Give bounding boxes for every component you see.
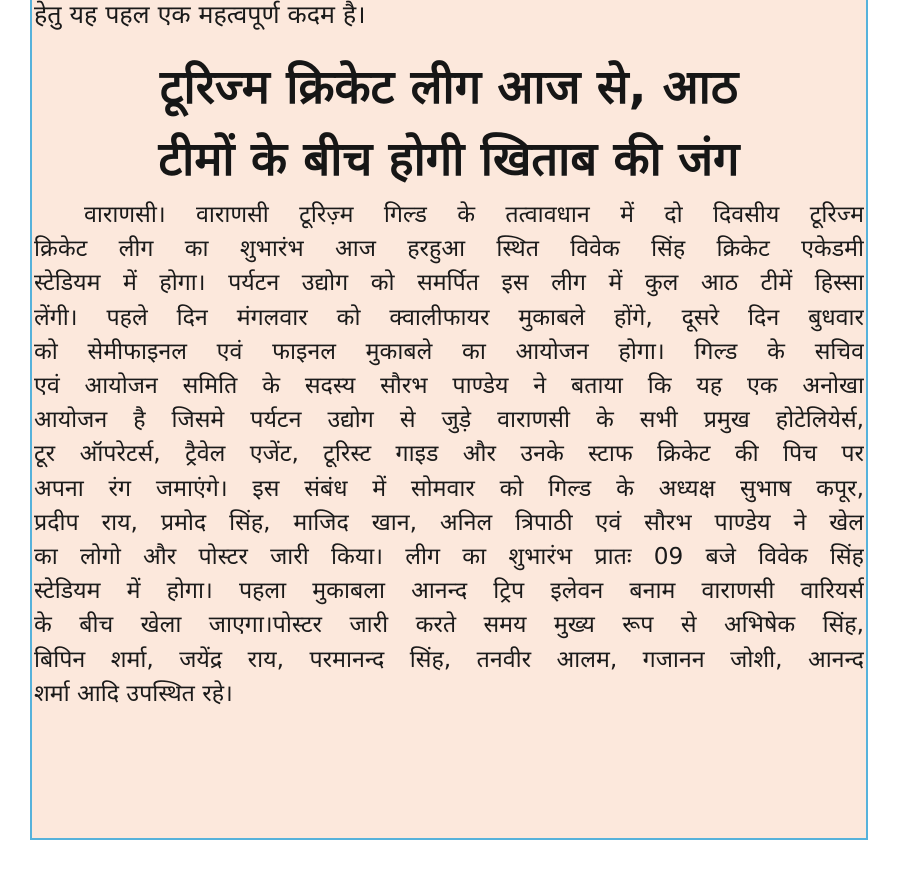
news-clipping	[30, 0, 868, 840]
body-line: बिपिन शर्मा, जयेंद्र राय, परमानन्द सिंह, तनवीर आलम, गजानन जोशी, आनन्द	[34, 645, 864, 673]
body-line: एवं आयोजन समिति के सदस्य सौरभ पाण्डेय ने बताया कि यह एक अनोखा	[34, 372, 864, 400]
headline-line-1: टूरिज्म क्रिकेट लीग आज से, आठ	[159, 60, 739, 115]
article-headline	[32, 52, 866, 196]
body-line: स्टेडियम में होगा। पहला मुकाबला आनन्द ट्रिप इलेवन बनाम वाराणसी वारियर्स	[34, 577, 864, 605]
article-body	[34, 198, 864, 711]
body-line: स्टेडियम में होगा। पर्यटन उद्योग को समर्पित इस लीग में कुल आठ टीमें हिस्सा	[34, 269, 864, 297]
body-line: का लोगो और पोस्टर जारी किया। लीग का शुभारंभ प्रातः 09 बजे विवेक सिंह	[34, 543, 864, 571]
body-line: प्रदीप राय, प्रमोद सिंह, माजिद खान, अनिल त्रिपाठी एवं सौरभ पाण्डेय ने खेल	[34, 508, 864, 536]
body-line: शर्मा आदि उपस्थित रहे।	[34, 679, 233, 707]
body-line: वाराणसी। वाराणसी टूरिज़्म गिल्ड के तत्वावधान में दो दिवसीय टूरिज्म	[84, 201, 864, 228]
body-line: को सेमीफाइनल एवं फाइनल मुकाबले का आयोजन होगा। गिल्ड के सचिव	[34, 337, 864, 365]
body-line: अपना रंग जमाएंगे। इस संबंध में सोमवार को गिल्ड के अध्यक्ष सुभाष कपूर,	[34, 474, 864, 502]
body-line: लेंगी। पहले दिन मंगलवार को क्वालीफायर मुकाबले होंगे, दूसरे दिन बुधवार	[34, 303, 864, 331]
body-line: टूर ऑपरेटर्स, ट्रैवेल एजेंट, टूरिस्ट गाइड और उनके स्टाफ क्रिकेट की पिच पर	[34, 440, 864, 468]
body-line: के बीच खेला जाएगा।पोस्टर जारी करते समय मुख्य रूप से अभिषेक सिंह,	[34, 611, 864, 639]
previous-article-text: हेतु यह पहल एक महत्वपूर्ण कदम है।	[34, 0, 366, 29]
body-line: आयोजन है जिसमे पर्यटन उद्योग से जुड़े वाराणसी के सभी प्रमुख होटेलियेर्स,	[34, 406, 864, 434]
headline-line-2: टीमों के बीच होगी खिताब की जंग	[158, 132, 740, 187]
body-line: क्रिकेट लीग का शुभारंभ आज हरहुआ स्थित विवेक सिंह क्रिकेट एकेडमी	[34, 235, 864, 263]
